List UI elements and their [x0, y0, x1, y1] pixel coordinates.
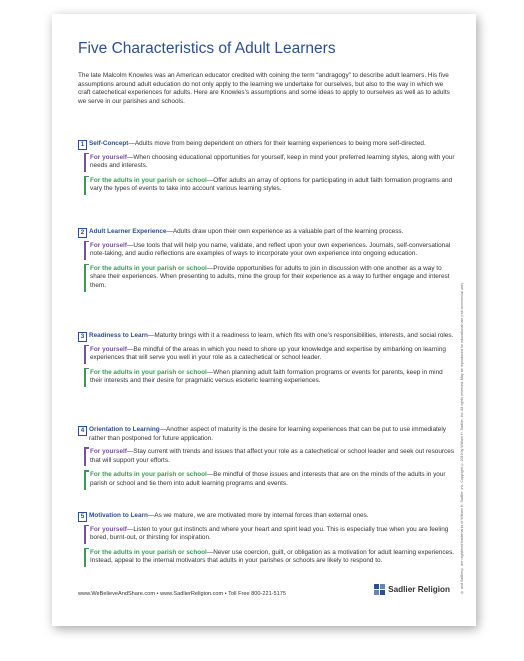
for-parish-block — [84, 368, 455, 387]
document-page — [52, 14, 476, 626]
section-number: 4 — [78, 426, 87, 436]
for-yourself-label: For yourself — [90, 448, 127, 456]
section-heading — [78, 512, 455, 521]
for-parish-text: —Provide opportunities for adults to join in discussion with one another as a way to share their experiences. When presenting to adults, mine the group for their experience as a way to further engage and interest them. — [90, 264, 450, 289]
section-text: —Adults move from being dependent on others for their learning experiences to being more self-directed. — [128, 140, 426, 147]
section-adult-learner-experience — [78, 228, 455, 292]
section-self-concept — [78, 140, 455, 195]
for-yourself-label: For yourself — [90, 525, 127, 533]
for-parish-label: For the adults in your parish or school — [90, 368, 207, 376]
section-title: Orientation to Learning — [89, 426, 160, 433]
section-heading — [78, 332, 455, 341]
section-title: Self-Concept — [89, 140, 129, 147]
for-parish-label: For the adults in your parish or school — [90, 471, 207, 479]
section-text: —Adults draw upon their own experience as a valuable part of the learning process. — [166, 228, 404, 235]
section-number: 3 — [78, 332, 87, 342]
for-parish-label: For the adults in your parish or school — [90, 176, 207, 184]
section-readiness-to-learn — [78, 332, 455, 387]
for-yourself-text: —When choosing educational opportunities for yourself, keep in mind your preferred learning styles, along with your needs and interests. — [90, 153, 455, 170]
copyright-sidebar: ® and Sadlier® are registered trademarks of William H. Sadlier, Inc. Copyright © 2019 by William H. Sadlier, Inc. All rights reserved. May be reproduced for educational use (not commercial use). — [460, 282, 464, 594]
section-motivation-to-learn — [78, 512, 455, 567]
for-yourself-label: For yourself — [90, 241, 127, 249]
for-yourself-block — [84, 525, 455, 544]
for-parish-block — [84, 264, 455, 292]
section-title: Motivation to Learn — [89, 512, 148, 519]
section-heading — [78, 140, 455, 149]
section-text: —Maturity brings with it a readiness to learn, which fits with one’s responsibilities, interests, and social roles. — [147, 332, 454, 339]
for-parish-text: —When planning adult faith formation programs or events for parents, keep in mind their interests and their desire for pragmatic versus esoteric learning experiences. — [90, 368, 443, 385]
for-yourself-text: —Stay current with trends and issues that affect your role as a catechetical or school leader and seek out resources that will support your efforts. — [90, 448, 454, 464]
for-yourself-block — [84, 153, 455, 172]
publisher-logo — [374, 584, 450, 595]
for-yourself-text: —Listen to your gut instincts and where your heart and spirit lead you. This is especially true when you are feeling bored, burnt-out, or thirsting for inspiration. — [90, 525, 449, 542]
section-heading — [78, 228, 455, 237]
intro-paragraph: The late Malcolm Knowles was an American educator credited with coining the term “andragogy” to describe adult learners. His five assumptions around adult education do not only apply to the learning we undertake for ourselves, but also to the way in which we craft catechetical experiences for adults. Here are Knowles’s assumptions and some ideas to apply to ourselves as well as to adults we serve in our parishes and schools. — [78, 72, 450, 105]
for-yourself-text: —Use tools that will help you name, validate, and reflect upon your own experiences. Journals, self-conversational note-taking, and audio reflections are examples of ways to incorporate your own experience into ongoing education. — [90, 241, 451, 258]
for-parish-text: —Never use coercion, guilt, or obligation as a motivation for adult learning experiences. Instead, appeal to the internal motivators that adults in your parishes or schools are likely to respond to. — [90, 548, 455, 565]
section-text: —Another aspect of maturity is the desire for learning experiences that can be put to use immediately rather than postponed for future application. — [89, 426, 446, 442]
page-title: Five Characteristics of Adult Learners — [78, 40, 336, 57]
section-number: 1 — [78, 140, 87, 150]
for-parish-block — [84, 176, 455, 195]
section-heading — [78, 426, 455, 443]
section-text: —As we mature, we are motivated more by internal forces than external ones. — [147, 512, 369, 519]
for-parish-label: For the adults in your parish or school — [90, 548, 207, 556]
footer-links: www.WeBelieveAndShare.com • www.SadlierReligion.com • Toll Free 800-221-5175 — [78, 591, 286, 597]
for-yourself-block — [84, 447, 455, 466]
sadlier-logo-icon — [374, 584, 385, 595]
for-parish-text: —Offer adults an array of options for participating in adult faith formation programs and vary the types of events to take into account various learning styles. — [90, 176, 453, 193]
logo-text: Sadlier Religion — [388, 585, 450, 594]
for-parish-block — [84, 470, 455, 489]
for-yourself-block — [84, 345, 455, 364]
for-yourself-block — [84, 241, 455, 260]
section-title: Readiness to Learn — [89, 332, 148, 339]
section-number: 5 — [78, 512, 87, 522]
for-yourself-label: For yourself — [90, 153, 127, 161]
for-yourself-label: For yourself — [90, 345, 127, 353]
for-parish-label: For the adults in your parish or school — [90, 264, 207, 272]
for-parish-text: —Be mindful of those issues and interests that are on the minds of the adults in your parish or school and tie them into adult learning programs and events. — [90, 471, 446, 487]
section-orientation-to-learning — [78, 426, 455, 490]
section-title: Adult Learner Experience — [89, 228, 167, 235]
for-parish-block — [84, 548, 455, 567]
for-yourself-text: —Be mindful of the areas in which you need to shore up your knowledge and expertise by embarking on learning experiences that will serve you well in your role as a catechetical or school leader. — [90, 345, 446, 362]
section-number: 2 — [78, 228, 87, 238]
